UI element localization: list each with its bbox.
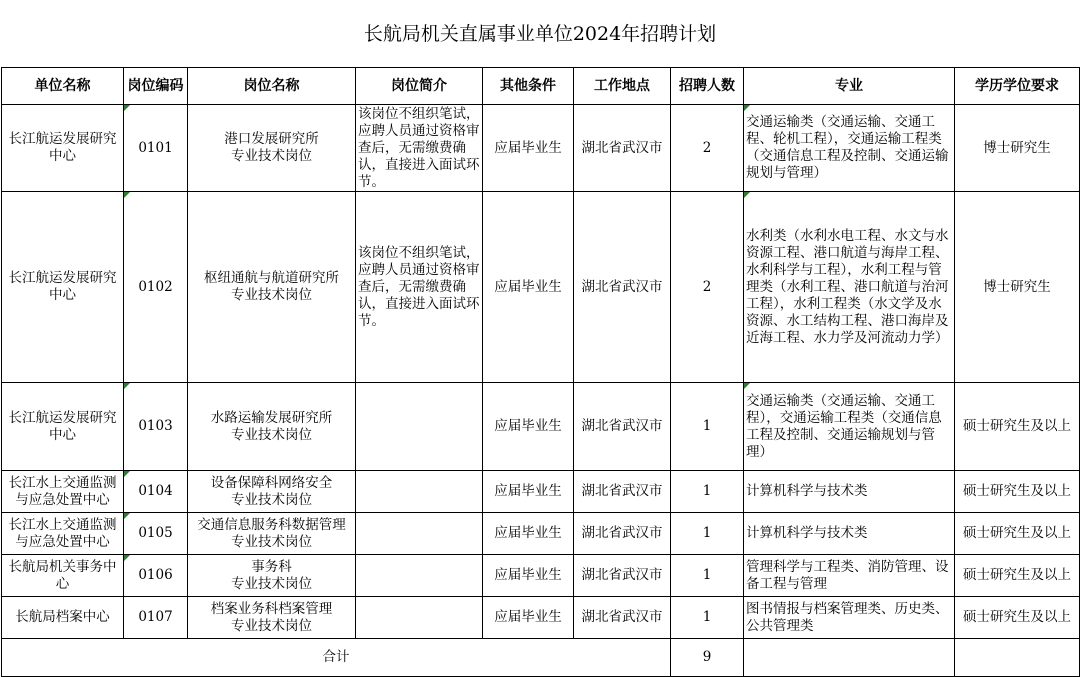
cell-code: 0103 — [124, 383, 188, 471]
table-row — [2, 471, 1080, 513]
position-type: 专业技术岗位 — [231, 148, 312, 164]
header-major: 专业 — [744, 68, 955, 105]
total-degree-empty — [955, 639, 1080, 677]
cell-location: 湖北省武汉市 — [574, 105, 671, 192]
cell-degree: 硕士研究生及以上 — [955, 471, 1080, 513]
cell-degree: 硕士研究生及以上 — [955, 597, 1080, 639]
position-type: 专业技术岗位 — [231, 575, 312, 592]
cell-count: 1 — [671, 555, 744, 597]
cell-position — [188, 192, 356, 383]
cell-major: 管理科学与工程类、消防管理、设备工程与管理 — [744, 555, 955, 597]
cell-code: 0101 — [124, 105, 188, 192]
cell-intro: 该岗位不组织笔试，应聘人员通过资格审查后，无需缴费确认，直接进入面试环节。 — [356, 105, 483, 192]
cell-count: 2 — [671, 105, 744, 192]
position-name: 设备保障科网络安全 — [210, 474, 333, 491]
cell-unit: 长江航运发展研究中心 — [2, 192, 124, 383]
cell-unit: 长江水上交通监测与应急处置中心 — [2, 471, 124, 513]
header-other: 其他条件 — [483, 68, 574, 105]
cell-other: 应届毕业生 — [483, 597, 574, 639]
cell-other: 应届毕业生 — [483, 471, 574, 513]
cell-code: 0102 — [124, 192, 188, 383]
total-count: 9 — [671, 639, 744, 677]
cell-position — [188, 105, 356, 192]
cell-other: 应届毕业生 — [483, 105, 574, 192]
header-code: 岗位编码 — [124, 68, 188, 105]
cell-position — [188, 471, 356, 513]
cell-unit: 长航局机关事务中心 — [2, 555, 124, 597]
cell-count: 1 — [671, 471, 744, 513]
table-row — [2, 555, 1080, 597]
table-row — [2, 597, 1080, 639]
cell-major: 交通运输类（交通运输、交通工程、轮机工程），交通运输工程类（交通信息工程及控制、交通运输规划与管理） — [744, 105, 955, 192]
position-type: 专业技术岗位 — [231, 491, 312, 508]
cell-location: 湖北省武汉市 — [574, 192, 671, 383]
cell-degree: 硕士研究生及以上 — [955, 555, 1080, 597]
cell-major: 图书情报与档案管理类、历史类、公共管理类 — [744, 597, 955, 639]
position-type: 专业技术岗位 — [231, 287, 312, 303]
page-title: 长航局机关直属事业单位2024年招聘计划 — [363, 23, 717, 45]
table-row — [2, 383, 1080, 471]
cell-other: 应届毕业生 — [483, 555, 574, 597]
cell-intro: 该岗位不组织笔试，应聘人员通过资格审查后，无需缴费确认，直接进入面试环节。 — [356, 192, 483, 383]
cell-intro — [356, 383, 483, 471]
table-row — [2, 513, 1080, 555]
table-row — [2, 192, 1080, 383]
total-label: 合计 — [2, 639, 671, 677]
total-row — [2, 639, 1080, 677]
position-name: 档案业务科档案管理 — [210, 600, 333, 617]
cell-code: 0107 — [124, 597, 188, 639]
cell-unit: 长江航运发展研究中心 — [2, 383, 124, 471]
cell-degree: 博士研究生 — [955, 105, 1080, 192]
cell-degree: 硕士研究生及以上 — [955, 383, 1080, 471]
header-intro: 岗位简介 — [356, 68, 483, 105]
cell-code: 0104 — [124, 471, 188, 513]
header-unit: 单位名称 — [2, 68, 124, 105]
cell-degree: 博士研究生 — [955, 192, 1080, 383]
table-row — [2, 105, 1080, 192]
header-position: 岗位名称 — [188, 68, 356, 105]
cell-count: 1 — [671, 513, 744, 555]
position-name: 交通信息服务科数据管理 — [197, 516, 346, 533]
cell-count: 1 — [671, 383, 744, 471]
cell-major: 计算机科学与技术类 — [744, 471, 955, 513]
cell-other: 应届毕业生 — [483, 192, 574, 383]
cell-major: 计算机科学与技术类 — [744, 513, 955, 555]
cell-position — [188, 555, 356, 597]
cell-degree: 硕士研究生及以上 — [955, 513, 1080, 555]
position-type: 专业技术岗位 — [231, 617, 312, 634]
cell-position — [188, 383, 356, 471]
cell-location: 湖北省武汉市 — [574, 555, 671, 597]
cell-intro — [356, 513, 483, 555]
position-type: 专业技术岗位 — [231, 533, 312, 550]
recruitment-table — [1, 67, 1080, 677]
cell-location: 湖北省武汉市 — [574, 513, 671, 555]
total-major-empty — [744, 639, 955, 677]
cell-code: 0105 — [124, 513, 188, 555]
cell-location: 湖北省武汉市 — [574, 471, 671, 513]
cell-other: 应届毕业生 — [483, 513, 574, 555]
cell-code: 0106 — [124, 555, 188, 597]
cell-position — [188, 597, 356, 639]
cell-other: 应届毕业生 — [483, 383, 574, 471]
cell-intro — [356, 471, 483, 513]
position-name: 事务科 — [251, 558, 292, 575]
cell-intro — [356, 555, 483, 597]
cell-major: 水利类（水利水电工程、水文与水资源工程、港口航道与海岸工程、水利科学与工程），水利工程与管理类（水利工程、港口航道与治河工程），水利工程类（水文学及水资源、水工结构工程、港口海岸及近海工程、水力学及河流动力学） — [744, 192, 955, 383]
position-name: 港口发展研究所 — [224, 131, 319, 147]
cell-count: 1 — [671, 597, 744, 639]
cell-location: 湖北省武汉市 — [574, 383, 671, 471]
cell-intro — [356, 597, 483, 639]
position-name: 水路运输发展研究所 — [210, 409, 333, 426]
cell-position — [188, 513, 356, 555]
header-location: 工作地点 — [574, 68, 671, 105]
position-name: 枢纽通航与航道研究所 — [204, 270, 339, 286]
header-count: 招聘人数 — [671, 68, 744, 105]
cell-unit: 长江航运发展研究中心 — [2, 105, 124, 192]
cell-unit: 长江水上交通监测与应急处置中心 — [2, 513, 124, 555]
position-type: 专业技术岗位 — [231, 426, 312, 443]
cell-major: 交通运输类（交通运输、交通工程），交通运输工程类（交通信息工程及控制、交通运输规划与管理） — [744, 383, 955, 471]
cell-location: 湖北省武汉市 — [574, 597, 671, 639]
header-degree: 学历学位要求 — [955, 68, 1080, 105]
header-row — [2, 68, 1080, 105]
cell-count: 2 — [671, 192, 744, 383]
cell-unit: 长航局档案中心 — [2, 597, 124, 639]
